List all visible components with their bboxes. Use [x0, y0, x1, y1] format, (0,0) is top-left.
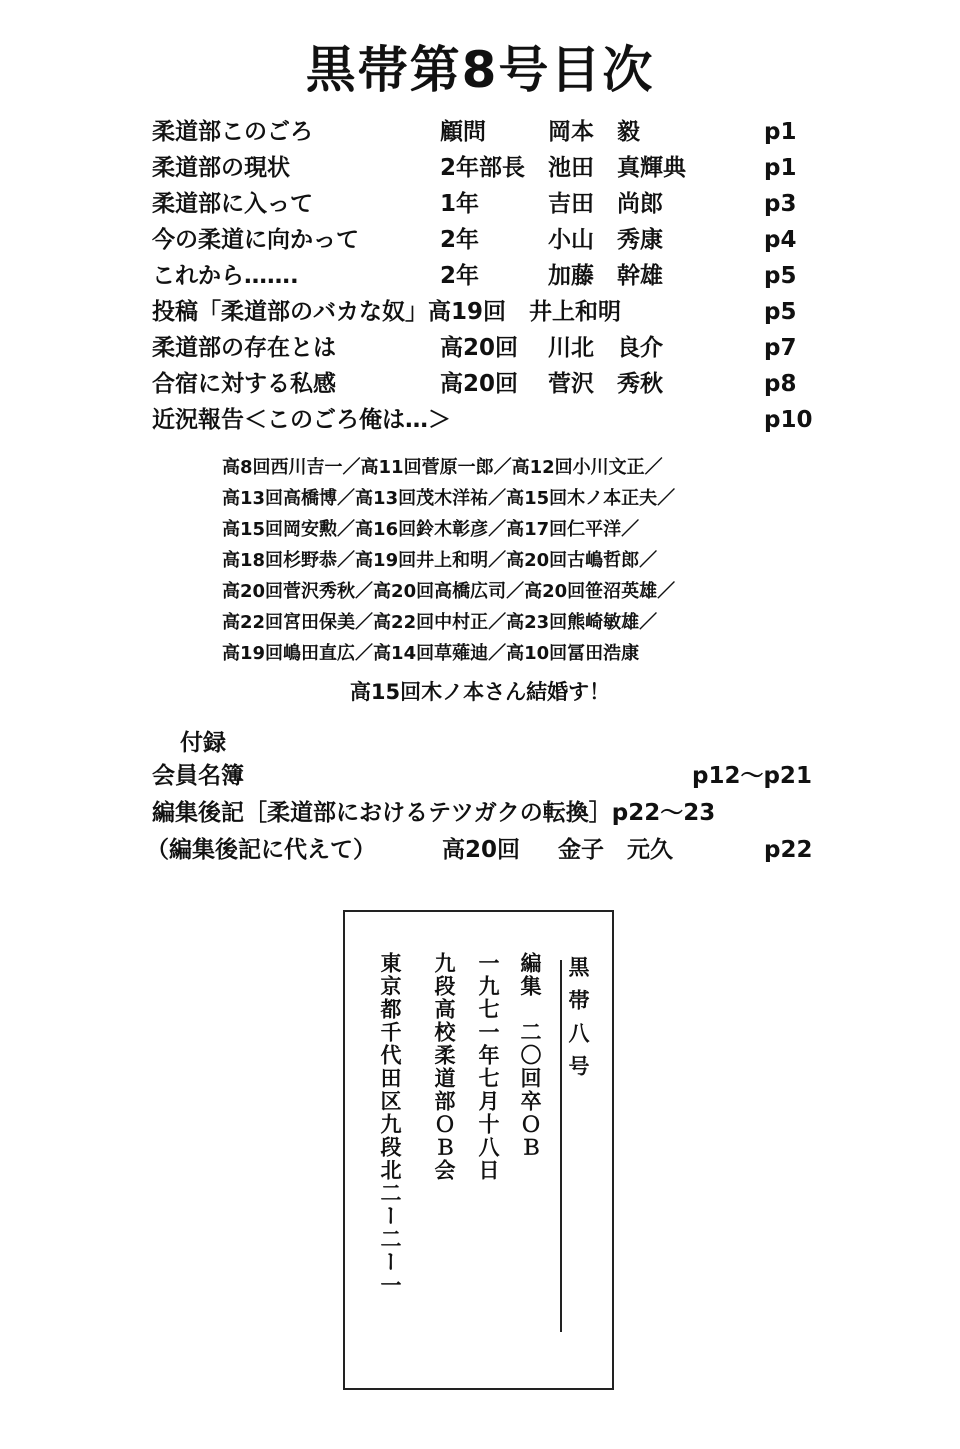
colophon-address: 東京都千代田区九段北二ー二ー一	[378, 952, 402, 1297]
toc-author: 池田 真輝典	[548, 155, 686, 181]
recent-reports-list	[222, 452, 822, 669]
recent-reports-line: 高18回杉野恭／高19回井上和明／高20回古嶋哲郎／	[222, 550, 658, 571]
colophon-box	[343, 910, 614, 1390]
appendix-section	[146, 728, 832, 869]
page-title: 黒帯第8号目次	[305, 41, 655, 99]
recent-reports-line: 高8回西川吉一／高11回菅原一郎／高12回小川文正／	[222, 457, 663, 478]
toc-grade: 2年	[440, 263, 480, 289]
toc-row	[152, 258, 832, 294]
toc-grade: 2年	[440, 227, 480, 253]
recent-reports-line: 高20回菅沢秀秋／高20回高橋広司／高20回笹沼英雄／	[222, 581, 676, 602]
recent-reports-line: 高22回宮田保美／高22回中村正／高23回熊崎敏雄／	[222, 612, 658, 633]
toc-grade: 高20回	[440, 335, 519, 361]
toc-author: 岡本 毅	[548, 119, 640, 145]
toc-title: 柔道部の現状	[152, 155, 290, 181]
toc-author: 小山 秀康	[548, 227, 663, 253]
toc-row	[152, 294, 832, 330]
appendix-row	[152, 795, 832, 832]
toc-row	[152, 114, 832, 150]
colophon-editor: 編集 二〇回卒ＯＢ	[518, 952, 542, 1159]
member-list-page: p12〜p21	[692, 763, 812, 789]
toc-title: 柔道部このごろ	[152, 119, 313, 145]
colophon-issue: 黒帯八号	[566, 956, 590, 1088]
colophon-date: 一九七一年七月十八日	[476, 952, 500, 1182]
toc-author: 菅沢 秀秋	[548, 371, 663, 397]
toc-grade: 1年	[440, 191, 480, 217]
toc-page: p3	[764, 191, 797, 217]
table-of-contents	[152, 114, 832, 438]
toc-row	[152, 402, 832, 438]
toc-author: 加藤 幹雄	[548, 263, 663, 289]
toc-title: 近況報告＜このごろ俺は…＞	[152, 407, 451, 433]
editor-note-alt-label: （編集後記に代えて）	[146, 837, 376, 863]
toc-title: 柔道部に入って	[152, 191, 313, 217]
toc-row	[152, 222, 832, 258]
toc-title: 柔道部の存在とは	[152, 335, 336, 361]
editor-note-label: 編集後記［柔道部におけるテツガクの転換］p22〜23	[152, 800, 716, 826]
toc-page: p1	[764, 155, 797, 181]
recent-reports-line: 高19回嶋田直広／高14回草薙迪／高10回冨田浩康	[222, 643, 640, 664]
toc-author: 川北 良介	[548, 335, 663, 361]
toc-page: p4	[764, 227, 797, 253]
toc-title: 投稿「柔道部のバカな奴」高19回 井上和明	[152, 299, 622, 325]
colophon-organization: 九段高校柔道部ＯＢ会	[432, 952, 456, 1182]
toc-author: 吉田 尚郎	[548, 191, 663, 217]
appendix-row	[152, 758, 832, 795]
toc-page: p10	[764, 407, 813, 433]
toc-row	[152, 150, 832, 186]
toc-page: p8	[764, 371, 797, 397]
toc-title: 今の柔道に向かって	[152, 227, 359, 253]
colophon-divider	[560, 960, 562, 1332]
toc-row	[152, 330, 832, 366]
toc-page: p5	[764, 263, 797, 289]
toc-grade: 顧問	[440, 119, 486, 145]
toc-row	[152, 186, 832, 222]
member-list-label: 会員名簿	[152, 763, 244, 789]
toc-page: p5	[764, 299, 797, 325]
editor-note-alt-grade: 高20回	[442, 837, 521, 863]
toc-title: 合宿に対する私感	[152, 371, 336, 397]
appendix-row	[146, 832, 832, 869]
editor-note-alt-author: 金子 元久	[558, 837, 673, 863]
toc-row	[152, 366, 832, 402]
editor-note-alt-page: p22	[764, 837, 813, 863]
toc-page: p1	[764, 119, 797, 145]
toc-grade: 2年部長	[440, 155, 526, 181]
news-headline: 高15回木ノ本さん結婚す！	[349, 680, 611, 704]
toc-grade: 高20回	[440, 371, 519, 397]
toc-title: これから…….	[152, 263, 299, 289]
appendix-heading: 付録	[180, 730, 226, 756]
toc-page: p7	[764, 335, 797, 361]
recent-reports-line: 高13回高橋博／高13回茂木洋祐／高15回木ノ本正夫／	[222, 488, 676, 509]
recent-reports-line: 高15回岡安勲／高16回鈴木彰彦／高17回仁平洋／	[222, 519, 640, 540]
